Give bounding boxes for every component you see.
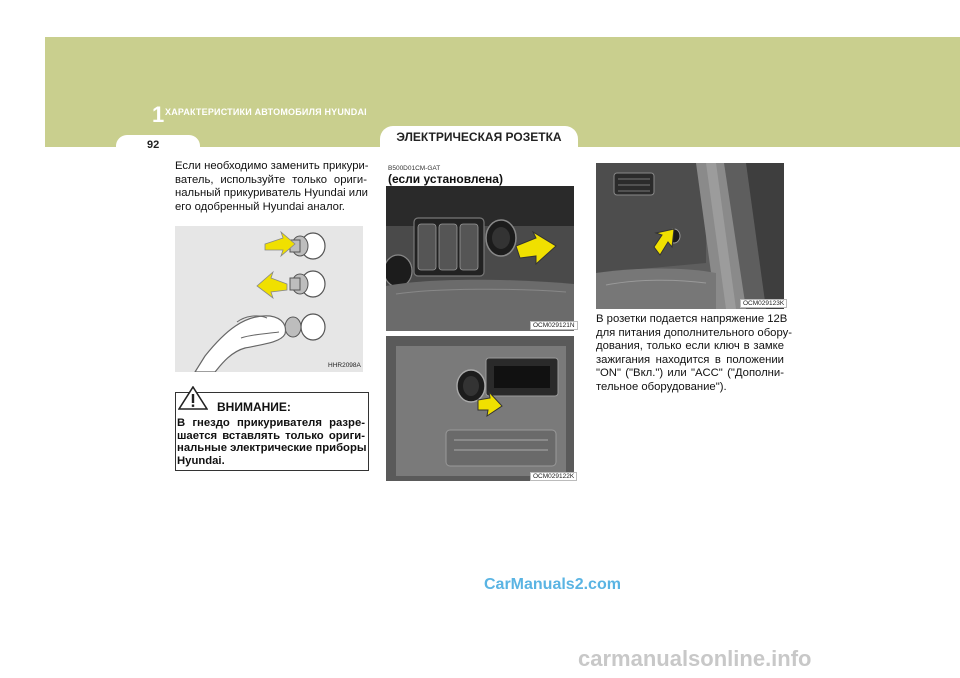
chapter-title: ХАРАКТЕРИСТИКИ АВТОМОБИЛЯ HYUNDAI	[165, 107, 367, 117]
text-line: тельное оборудование").	[596, 380, 727, 393]
warning-text	[177, 417, 365, 467]
intro-paragraph	[175, 160, 367, 214]
text-line: для питания дополнительного обору-	[596, 326, 793, 339]
page-number: 92	[147, 139, 160, 151]
cargo-socket-figure	[596, 163, 784, 309]
section-title: ЭЛЕКТРИЧЕСКАЯ РОЗЕТКА	[396, 130, 562, 144]
text-line: Hyundai.	[177, 454, 225, 467]
rear-socket-photo	[386, 336, 574, 481]
text-line: В гнездо прикуривателя разре-	[177, 417, 365, 429]
text-line: ватель, используйте только ориги-	[175, 173, 367, 186]
figure-caption: HHR2098A	[328, 362, 361, 369]
cargo-socket-photo	[596, 163, 784, 309]
text-line: Если необходимо заменить прикури-	[175, 160, 369, 172]
warning-triangle-icon	[178, 386, 208, 410]
figure-caption: OCM029121N	[530, 321, 578, 330]
text-line: шается вставлять только ориги-	[177, 429, 365, 442]
subheading: (если установлена)	[388, 172, 503, 186]
console-socket-figure	[386, 186, 574, 331]
text-line: нальные электрические приборы	[177, 442, 367, 454]
text-line: нальный прикуриватель Hyundai или	[175, 187, 368, 199]
text-line: "ON" ("Вкл.") или "ACC" ("Дополни-	[596, 367, 784, 379]
section-code: B500D01CM-GAT	[388, 165, 441, 172]
chapter-number: 1	[152, 102, 165, 127]
lighter-figure	[175, 226, 363, 372]
site-watermark: carmanualsonline.info	[578, 646, 812, 671]
figure-caption: OCM029123K	[740, 299, 787, 308]
socket-description	[596, 313, 793, 394]
watermark-link[interactable]: CarManuals2.com	[484, 576, 621, 593]
text-line: В розетки подается напряжение 12В	[596, 313, 788, 325]
figure-caption: OCM029122K	[530, 472, 577, 481]
warning-title: ВНИМАНИЕ:	[217, 400, 291, 414]
text-line: дования, только если ключ в замке	[596, 340, 784, 352]
text-line: его одобренный Hyundai аналог.	[175, 200, 345, 213]
rear-socket-figure	[386, 336, 574, 481]
lighter-illustration	[175, 226, 363, 372]
text-line: зажигания находится в положении	[596, 353, 784, 366]
console-socket-photo	[386, 186, 574, 331]
